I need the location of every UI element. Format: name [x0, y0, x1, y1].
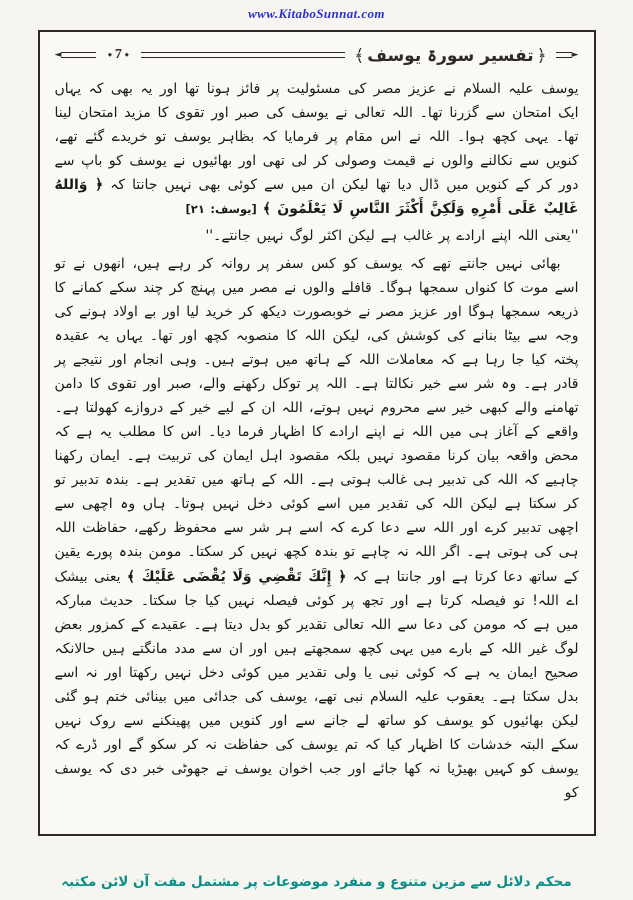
website-link[interactable]: www.KitaboSunnat.com — [248, 6, 385, 21]
paragraph-1 — [55, 77, 579, 221]
book-title: ﴿ تفسیر سورۃ یوسف ﴾ — [345, 45, 555, 66]
dua-quote: ﴿ إِنَّكَ تَقْضِي وَلَا يُقْضَى عَلَيْكَ ﴾ — [126, 568, 347, 585]
paragraph-1-text: یوسف علیہ السلام نے عزیز مصر کی مسئولیت پر فائز ہونا تھا اور یہ بھی کہ یہاں ایک امتحان سے گزرنا تھا۔ اللہ تعالی نے یوسف کی صبر اور تقوی کا مزید امتحان لینا تھا۔ یہی کچھ ہوا۔ اللہ نے اس مقام پر فرمایا کہ بظاہر یوسف تو خریدے گئے تھے، کنویں سے نکالنے والوں نے قیمت وصولی کر لی تھی اور بھائیوں نے یوسف کو باپ سے دور کر کے کنویں میں ڈال دیا تھا لیکن ان میں سے کوئی بھی نہیں جانتا کہ — [54, 81, 579, 194]
ornament-right-icon: ► — [571, 49, 579, 60]
page-header — [55, 37, 579, 73]
page-frame — [38, 30, 596, 836]
header-rule-middle — [141, 52, 345, 58]
header-rule-left — [61, 52, 96, 58]
verse-translation: ''یعنی اللہ اپنے ارادے پر غالب ہے لیکن اکثر لوگ نہیں جانتے۔'' — [205, 228, 579, 245]
verse-reference: [یوسف: ۲۱] — [185, 202, 257, 217]
paragraph-2-text-a: بھائی نہیں جانتے تھے کہ یوسف کو کس سفر پر روانہ کر رہے ہیں، انھوں نے تو اسے موت کا کنواں سمجھا ہوگا۔ قافلے والوں نے مصر میں پہنچ کر چند سکے کمانے کا ذریعہ سمجھا ہوگا اور عزیز مصر نے خوبصورت دیکھ کر خرید لیا اور بے اولاد ہونے کی وجہ سے بیٹا بنانے کی کوشش کی، لیکن اللہ کا منصوبہ کچھ اور تھا۔ یہاں یہ عقیدہ پختہ کیا جا رہا ہے کہ معاملات اللہ کے ہاتھ میں ہوتے ہیں۔ وہی انجام اور نتیجے پر قادر ہے۔ وہ شر سے خیر نکالتا ہے۔ اللہ پر توکل رکھنے والے، صبر اور تقوی کا دامن تھامنے والے کبھی خیر سے محروم نہیں ہوتے، اللہ ان کے لیے خیر کے دروازے کھولتا ہے۔ واقعے کے آغاز ہی میں اللہ نے اپنے ارادے کا اظہار فرما دیا۔ اس کا مطلب یہ ہے کہ محض واقعہ بیان کرنا مقصود نہیں بلکہ مقصود اہل ایمان کی تربیت ہے۔ ایمان رکھنا چاہیے کہ اللہ کی تدبیر ہی غالب ہوتی ہے۔ اللہ کے ہاتھ میں تقدیر ہے۔ بندہ تدبیر تو کر سکتا ہے لیکن اللہ کی تقدیر میں اسے کوئی دخل نہیں ہوتا۔ ہاں وہ اچھی سے اچھی تدبیر کرے اور اللہ سے دعا کرے کہ اسے ہر شر سے محفوظ رکھے، حفاظت اللہ ہی کی ہوتی ہے۔ اگر اللہ نہ چاہے تو بندہ کچھ نہیں کر سکتا۔ مومن بندہ پورے یقین کے ساتھ دعا کرتا ہے اور جانتا ہے کہ — [54, 255, 579, 585]
ornament-left-icon: ◄ — [54, 49, 62, 60]
footer-tagline: محکم دلائل سے مزین متنوع و منفرد موضوعات پر مشتمل مفت آن لائن مکتبہ — [61, 874, 572, 890]
paragraph-2 — [55, 252, 579, 806]
page-number: ◆ 7 ◆ — [96, 47, 141, 63]
header-rule-right — [556, 52, 572, 58]
page-body — [55, 73, 579, 805]
paragraph-2-text-b: یعنی بیشک اے اللہ! تو فیصلہ کرتا ہے اور تجھ پر کوئی فیصلہ نہیں کیا جا سکتا۔ حدیث مبارکہ میں ہے کہ مومن کی دعا سے اللہ تعالی تقدیر کو بدل دیتا ہے۔ عقیدے کے کمزور بعض لوگ غیر اللہ کے بارے میں یہی کچھ سمجھتے ہیں اور ان سے مدد مانگتے ہیں حالانکہ صحیح ایمان یہ ہے کہ کوئی نبی یا ولی تقدیر میں کوئی دخل نہیں رکھتا اور نہ اسے بدل سکتا ہے۔ یعقوب علیہ السلام نبی تھے، یوسف کی جدائی میں بینائی ختم ہو گئی لیکن بھائیوں کو یوسف کو ساتھ لے جانے سے اور کنویں میں پھینکنے سے روک نہیں سکے البتہ خدشات کا اظہار کیا کہ تم یوسف کی حفاظت نہ کر سکو گے اور ڈرے کہ یوسف کو کہیں بھیڑیا نہ کھا جائے اور جب اخوان یوسف نے جھوٹی خبر دی کہ یوسف کو — [54, 568, 579, 802]
quran-verse: ﴿ وَاللهُ غَالِبٌ عَلَى أَمْرِهِ وَلَكِنَّ أَكْثَرَ النَّاسِ لَا يَعْلَمُونَ ﴾ — [54, 177, 579, 218]
